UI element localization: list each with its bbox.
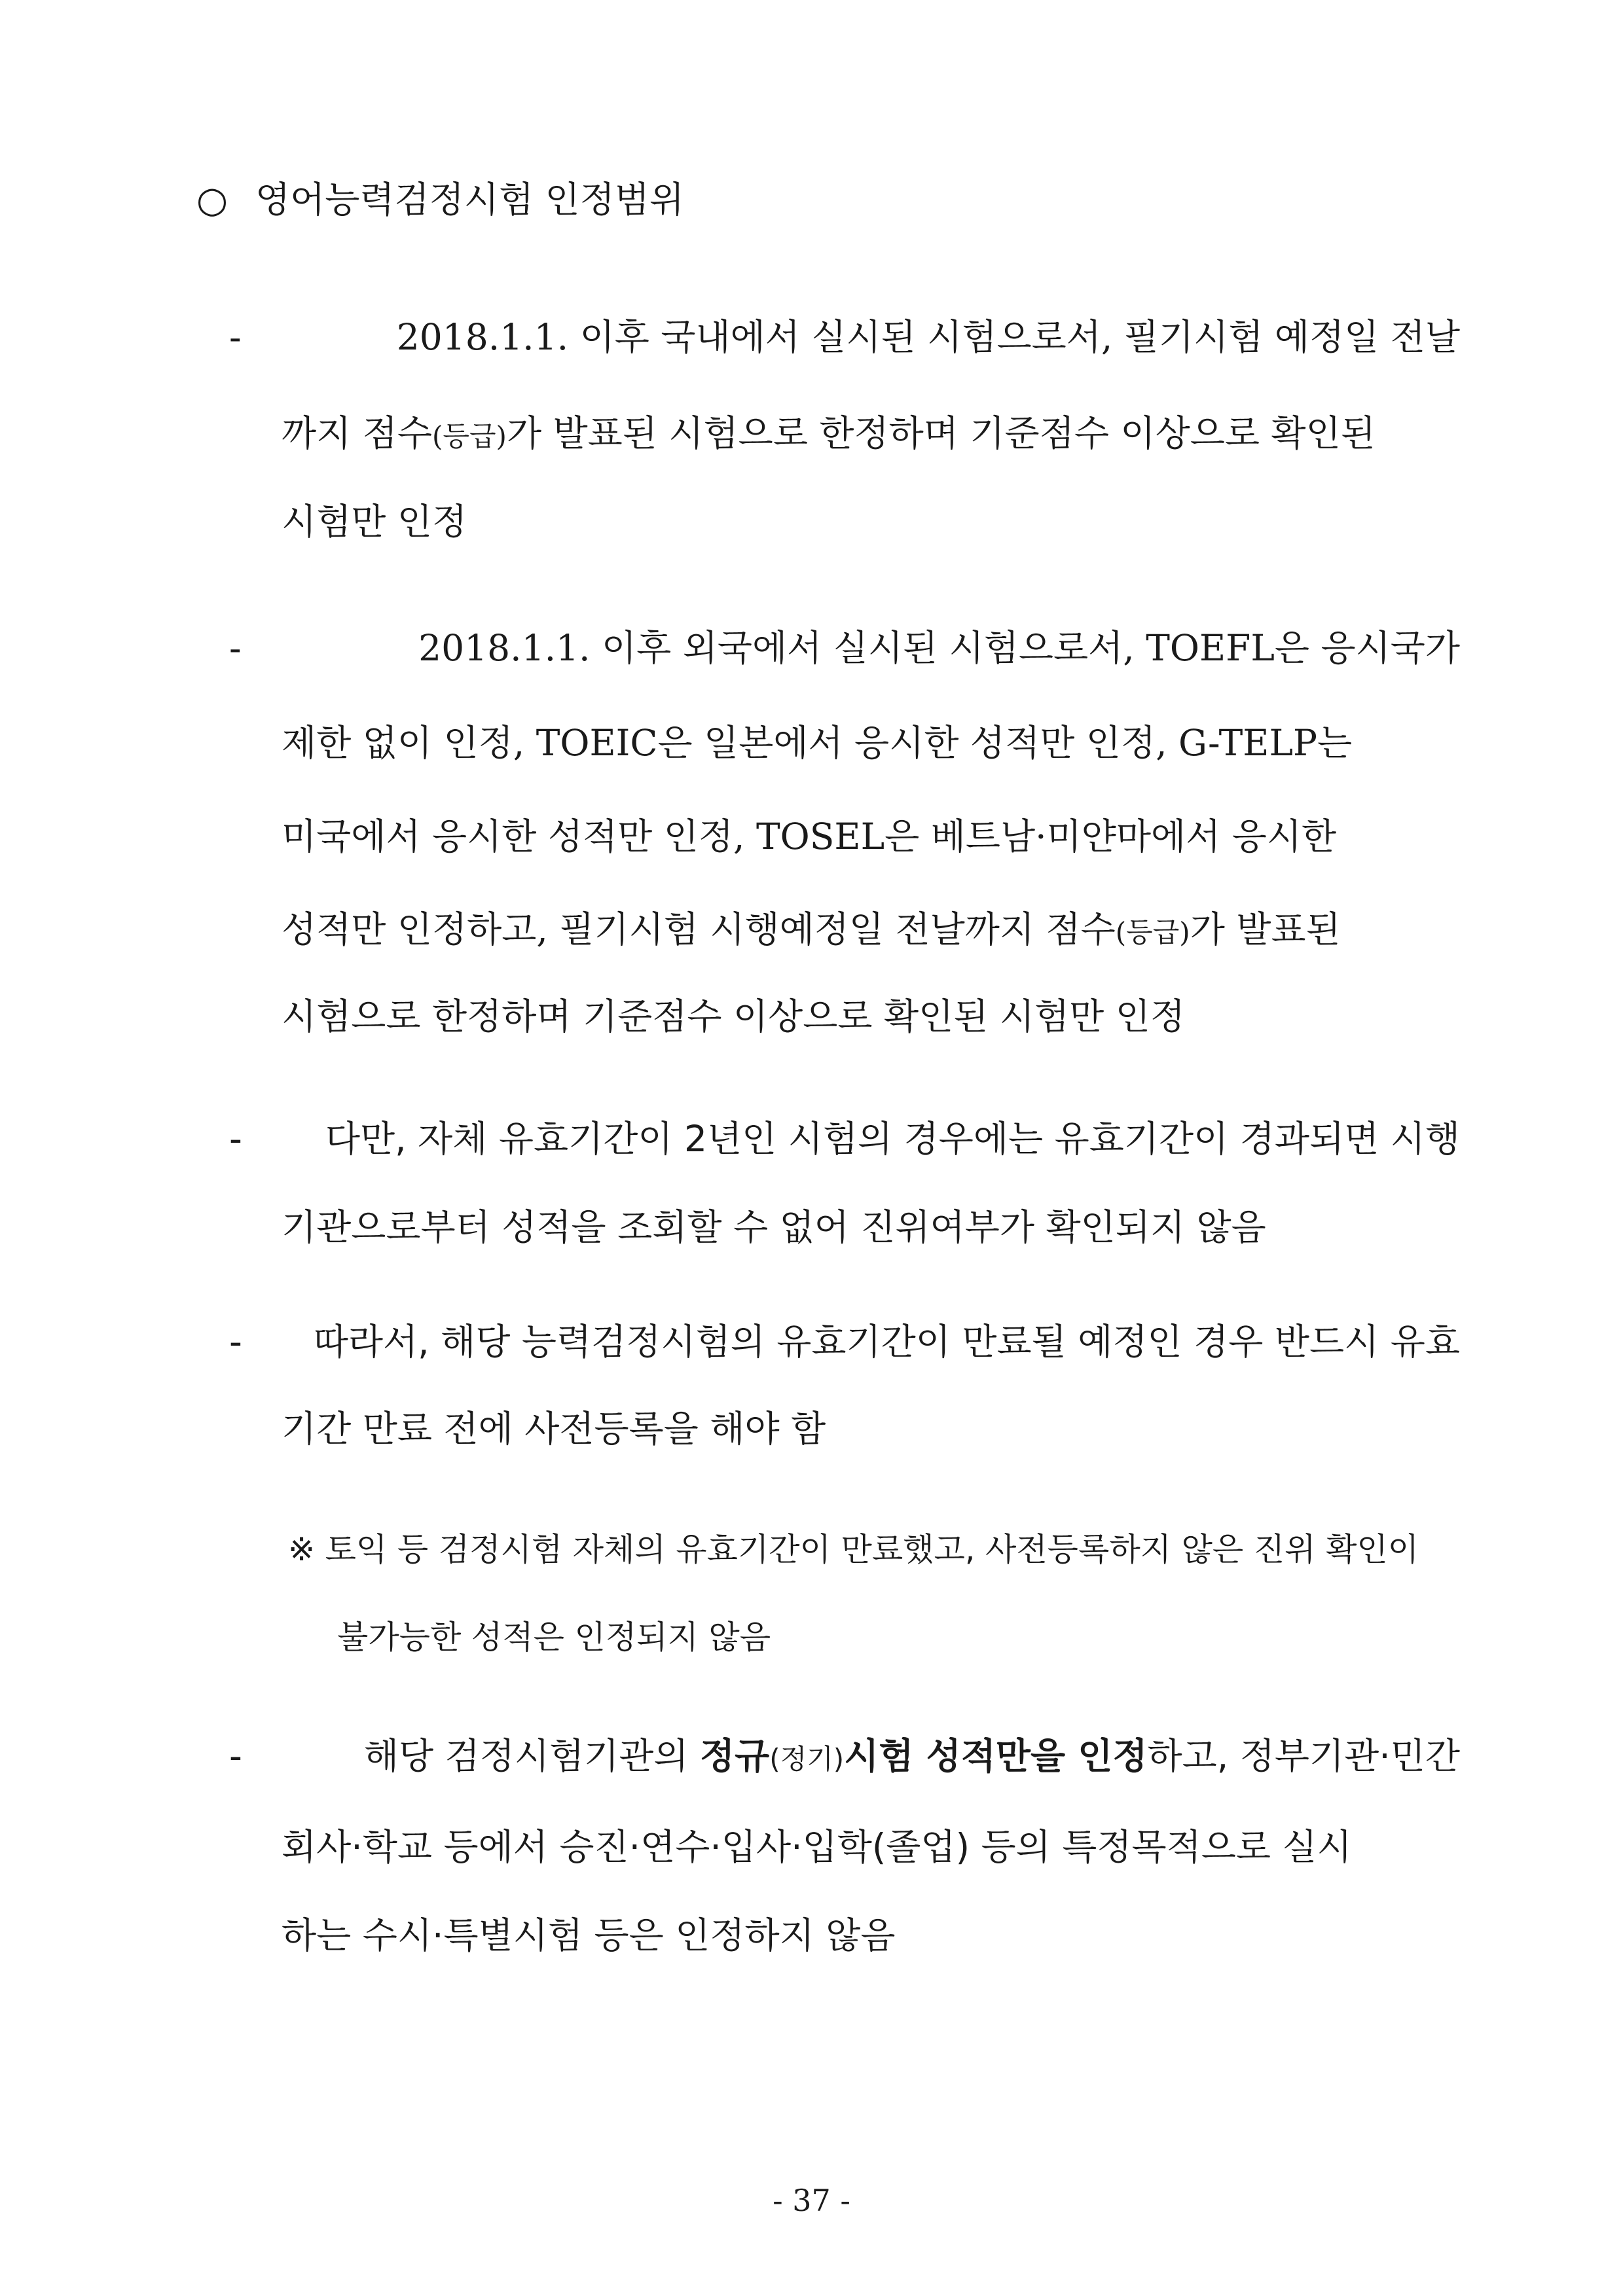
page-number: - 37 - <box>773 2183 850 2218</box>
list-item-5-line-1 <box>229 1733 1460 1782</box>
list-item-2-line-4: 성적만 인정하고, 필기시험 시행예정일 전날까지 점수(등급)가 발표된 <box>282 908 1341 950</box>
list-item-3-text: 다만, 자체 유효기간이 2년인 시험의 경우에는 유효기간이 경과되면 시행 <box>325 1118 1460 1160</box>
dash-bullet: - <box>229 1118 242 1160</box>
list-item-3-line-1 <box>229 1116 1460 1162</box>
list-item-2-line-5: 시험으로 한정하며 기준점수 이상으로 확인된 시험만 인정 <box>282 996 1186 1037</box>
emphasis-score-only: 시험 성적만을 인정 <box>844 1735 1148 1777</box>
list-item-1-line-2-text: 까지 점수(등급)가 발표된 시험으로 한정하며 기준점수 이상으로 확인된 <box>282 412 1376 454</box>
dash-bullet: - <box>229 316 242 358</box>
dash-bullet: - <box>229 1735 242 1777</box>
dash-bullet: - <box>229 1321 242 1363</box>
section-heading <box>196 177 684 223</box>
list-item-4-line-2: 기간 만료 전에 사전등록을 해야 함 <box>282 1408 826 1450</box>
section-heading-text: 영어능력검정시험 인정범위 <box>255 179 685 221</box>
list-item-2-line-3: 미국에서 응시한 성적만 인정, TOSEL은 베트남·미얀마에서 응시한 <box>282 816 1337 857</box>
list-item-2-line-2: 제한 없이 인정, TOEIC은 일본에서 응시한 성적만 인정, G-TELP는 <box>282 722 1353 764</box>
list-item-2-line-1 <box>229 625 1460 671</box>
list-item-1-line-2 <box>282 410 1460 459</box>
list-item-5-line-3: 하는 수시·특별시험 등은 인정하지 않음 <box>282 1914 896 1956</box>
list-item-4-text: 따라서, 해당 능력검정시험의 유효기간이 만료될 예정인 경우 반드시 유효 <box>313 1321 1460 1363</box>
reference-note-line-2: 불가능한 성적은 인정되지 않음 <box>337 1619 771 1656</box>
list-item-5-text: 해당 검정시험기관의 정규(정기)시험 성적만을 인정하고, 정부기관·민간 <box>363 1735 1460 1777</box>
list-item-1-line-3: 시험만 인정 <box>282 501 467 543</box>
emphasis-regular: 정규 <box>699 1735 770 1777</box>
list-item-1-text: 2018.1.1. 이후 국내에서 실시된 시험으로서, 필기시험 예정일 전날 <box>396 316 1460 358</box>
list-item-3-line-2: 기관으로부터 성적을 조회할 수 없어 진위여부가 확인되지 않음 <box>282 1206 1266 1248</box>
circle-bullet-icon: ○ <box>196 179 228 221</box>
list-item-1-line-1 <box>229 314 1460 360</box>
list-item-4-line-1 <box>229 1319 1460 1365</box>
dash-bullet: - <box>229 627 242 669</box>
list-item-2-text: 2018.1.1. 이후 외국에서 실시된 시험으로서, TOEFL은 응시국가 <box>418 627 1460 669</box>
reference-note-line-1: ※ 토익 등 검정시험 자체의 유효기간이 만료했고, 사전등록하지 않은 진위 확인이 <box>288 1531 1419 1568</box>
list-item-5-line-2: 회사·학교 등에서 승진·연수·입사·입학(졸업) 등의 특정목적으로 실시 <box>282 1826 1352 1868</box>
